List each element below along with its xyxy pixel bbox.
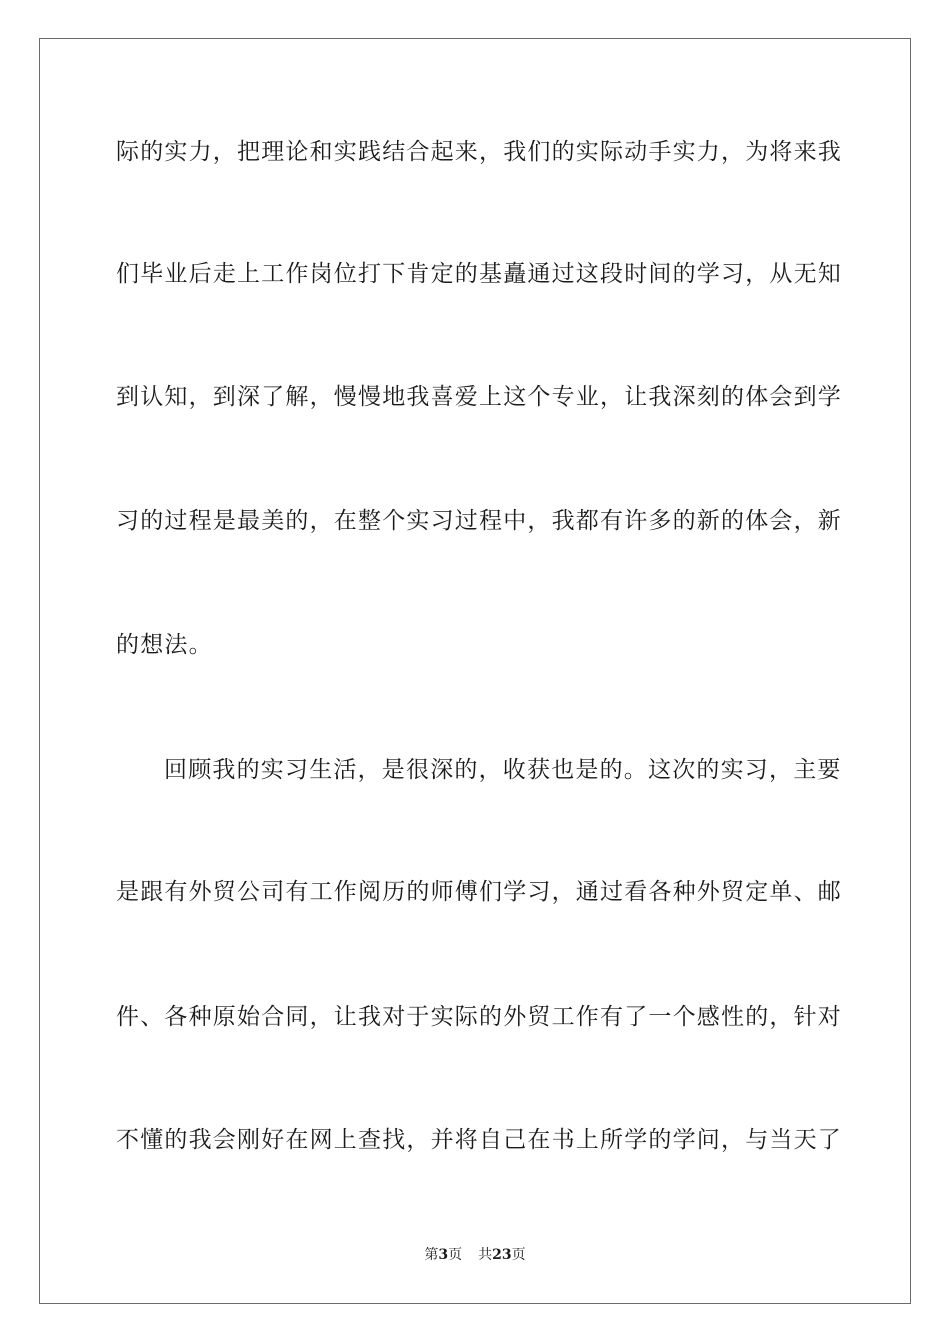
page-prefix: 第 bbox=[424, 1247, 439, 1263]
text-line: 的想法。 bbox=[116, 632, 213, 658]
text-line: 件、各种原始合同，让我对于实际的外贸工作有了一个感性的，针对 bbox=[116, 1004, 842, 1030]
page-number: 3 bbox=[438, 1247, 449, 1263]
text-line: 们毕业后走上工作岗位打下肯定的基矗通过这段时间的学习，从无知 bbox=[116, 261, 842, 287]
text-line: 际的实力，把理论和实践结合起来，我们的实际动手实力，为将来我 bbox=[116, 139, 842, 165]
page-border bbox=[39, 38, 911, 1304]
total-prefix: 共 bbox=[478, 1247, 493, 1263]
text-line: 不懂的我会刚好在网上查找，并将自己在书上所学的学问，与当天了 bbox=[116, 1127, 842, 1153]
paragraph-first-line: 回顾我的实习生活，是很深的，收获也是的。这次的实习，主要 bbox=[164, 757, 842, 783]
total-pages: 23 bbox=[492, 1247, 512, 1263]
page-footer bbox=[0, 1246, 950, 1264]
page-suffix: 页 bbox=[448, 1247, 463, 1263]
text-line: 是跟有外贸公司有工作阅历的师傅们学习，通过看各种外贸定单、邮 bbox=[116, 879, 842, 905]
text-line: 习的过程是最美的，在整个实习过程中，我都有许多的新的体会，新 bbox=[116, 508, 842, 534]
total-suffix: 页 bbox=[511, 1247, 526, 1263]
text-line: 到认知，到深了解，慢慢地我喜爱上这个专业，让我深刻的体会到学 bbox=[116, 384, 842, 410]
